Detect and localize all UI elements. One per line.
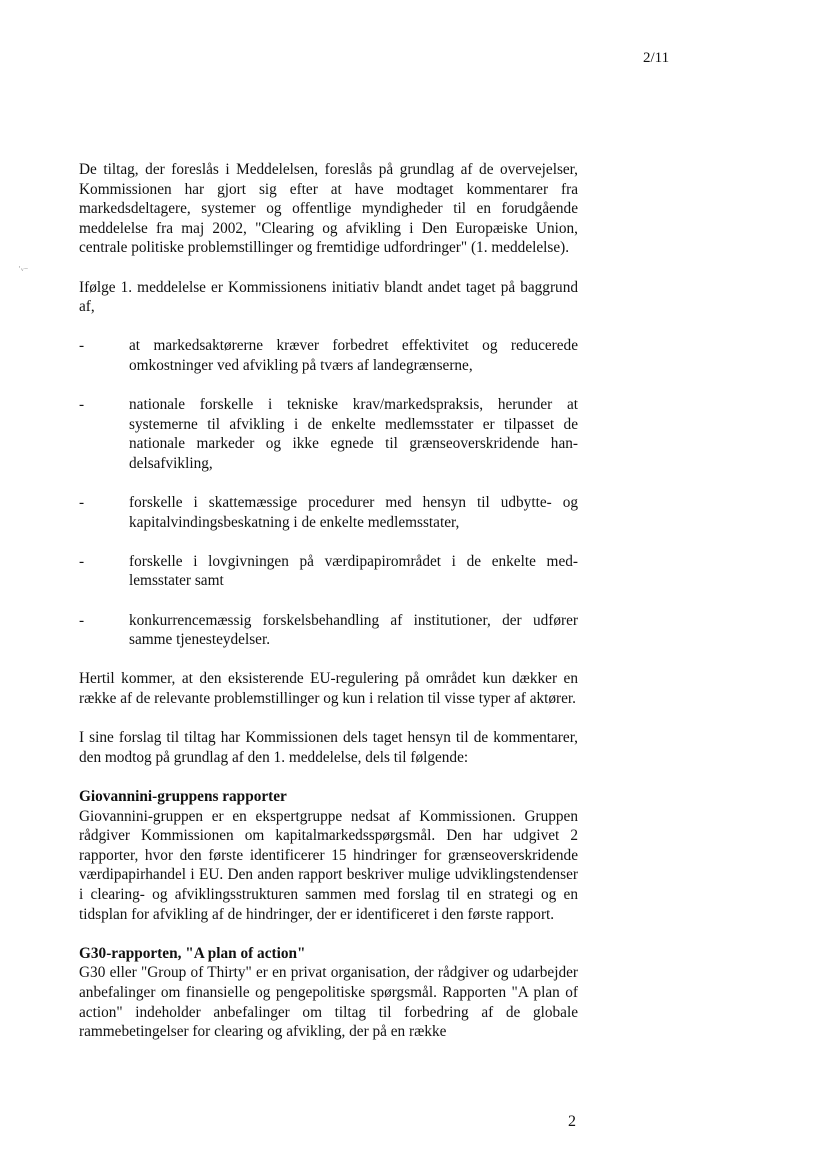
document-body — [79, 160, 578, 1042]
list-item — [79, 493, 578, 532]
section-heading-giovannini: Giovannini-gruppens rapporter — [79, 788, 287, 805]
dash-marker: - — [79, 494, 85, 512]
dash-marker: - — [79, 552, 85, 570]
list-item — [79, 395, 578, 473]
paragraph-regulation: Hertil kommer, at den eksisterende EU-regulering på området kun dækker en række af de relevante problemstillinger og kun i relation til visse typer af aktører. — [79, 670, 578, 708]
list-item-text: at markedsaktørerne kræver forbedret effektivitet og reducerede omkostninger ved afvikling på tværs af landegrænserne, — [129, 337, 578, 374]
section-heading-g30: G30-rapporten, "A plan of action" — [79, 944, 306, 962]
list-item — [79, 611, 578, 650]
list-item — [79, 552, 578, 591]
list-item-text: konkurrencemæssig forskelsbehandling af institutioner, der udfører samme tjenesteydelser. — [129, 611, 578, 649]
list-item-text: nationale forskelle i tekniske krav/markedspraksis, herunder at systemerne til afvikling i de enkelte medlemsstater er tilpasset de nationale markeder og ikke egnede til grænseoverskridende handelsafvikling, — [129, 396, 578, 472]
list-item-text: forskelle i skattemæssige procedurer med hensyn til udbytte- og kapitalvindingsbeskatning i de enkelte medlemsstater, — [129, 494, 578, 531]
list-item-text: forskelle i lovgivningen på værdipapirområdet i de enkelte medlemsstater samt — [129, 552, 578, 590]
paragraph-intro: De tiltag, der foreslås i Meddelelsen, foreslås på grundlag af de overvejelser, Kommissionen har gjort sig efter at have modtaget kommentarer fra markedsdeltagere, systemer og offentlige myndigheder til en forudgående meddelelse fra maj 2002, "Clearing og afvikling i Den Europæiske Union, centrale politiske problemstillinger og fremtidige udfordringer" (1. meddelelse). — [79, 161, 578, 257]
dash-marker: - — [79, 337, 85, 355]
dash-marker: - — [79, 611, 85, 629]
list-item — [79, 336, 578, 375]
page-reference: 2/11 — [643, 50, 670, 66]
dash-marker: - — [79, 396, 85, 414]
paragraph-proposals: I sine forslag til tiltag har Kommissionen dels taget hensyn til de kommentarer, den modtog på grundlag af den 1. meddelelse, dels til følgende: — [79, 729, 578, 766]
scan-artifact: ·ᵥ₋ — [18, 262, 29, 272]
reasons-list — [79, 336, 578, 650]
section-body-g30: G30 eller "Group of Thirty" er en privat organisation, der rådgiver og udarbejder anbefalinger om finansielle og pengepolitiske spørgsmål. Rapporten "A plan of action" indeholder anbefalinger om tiltag til forbedring af de globale rammebetingelser for clearing og afvikling, der på en række — [79, 964, 578, 1041]
page-number: 2 — [568, 1113, 576, 1130]
section-body-giovannini: Giovannini-gruppen er en ekspertgruppe nedsat af Kommissionen. Gruppen rådgiver Kommissionen om kapitalmarkedsspørgsmål. Den har udgivet 2 rapporter, hvor den første identificerer 15 hindringer for grænseoverskridende værdipapirhandel i EU. Den anden rapport beskriver mulige udviklingstendenser i clearing- og afviklingsstrukturen sammen med forslag til en strategi og en tidsplan for afvikling af de hindringer, der er identificeret i den første rapport. — [79, 807, 578, 923]
paragraph-background: Ifølge 1. meddelelse er Kommissionens initiativ blandt andet taget på baggrund af, — [79, 278, 578, 316]
